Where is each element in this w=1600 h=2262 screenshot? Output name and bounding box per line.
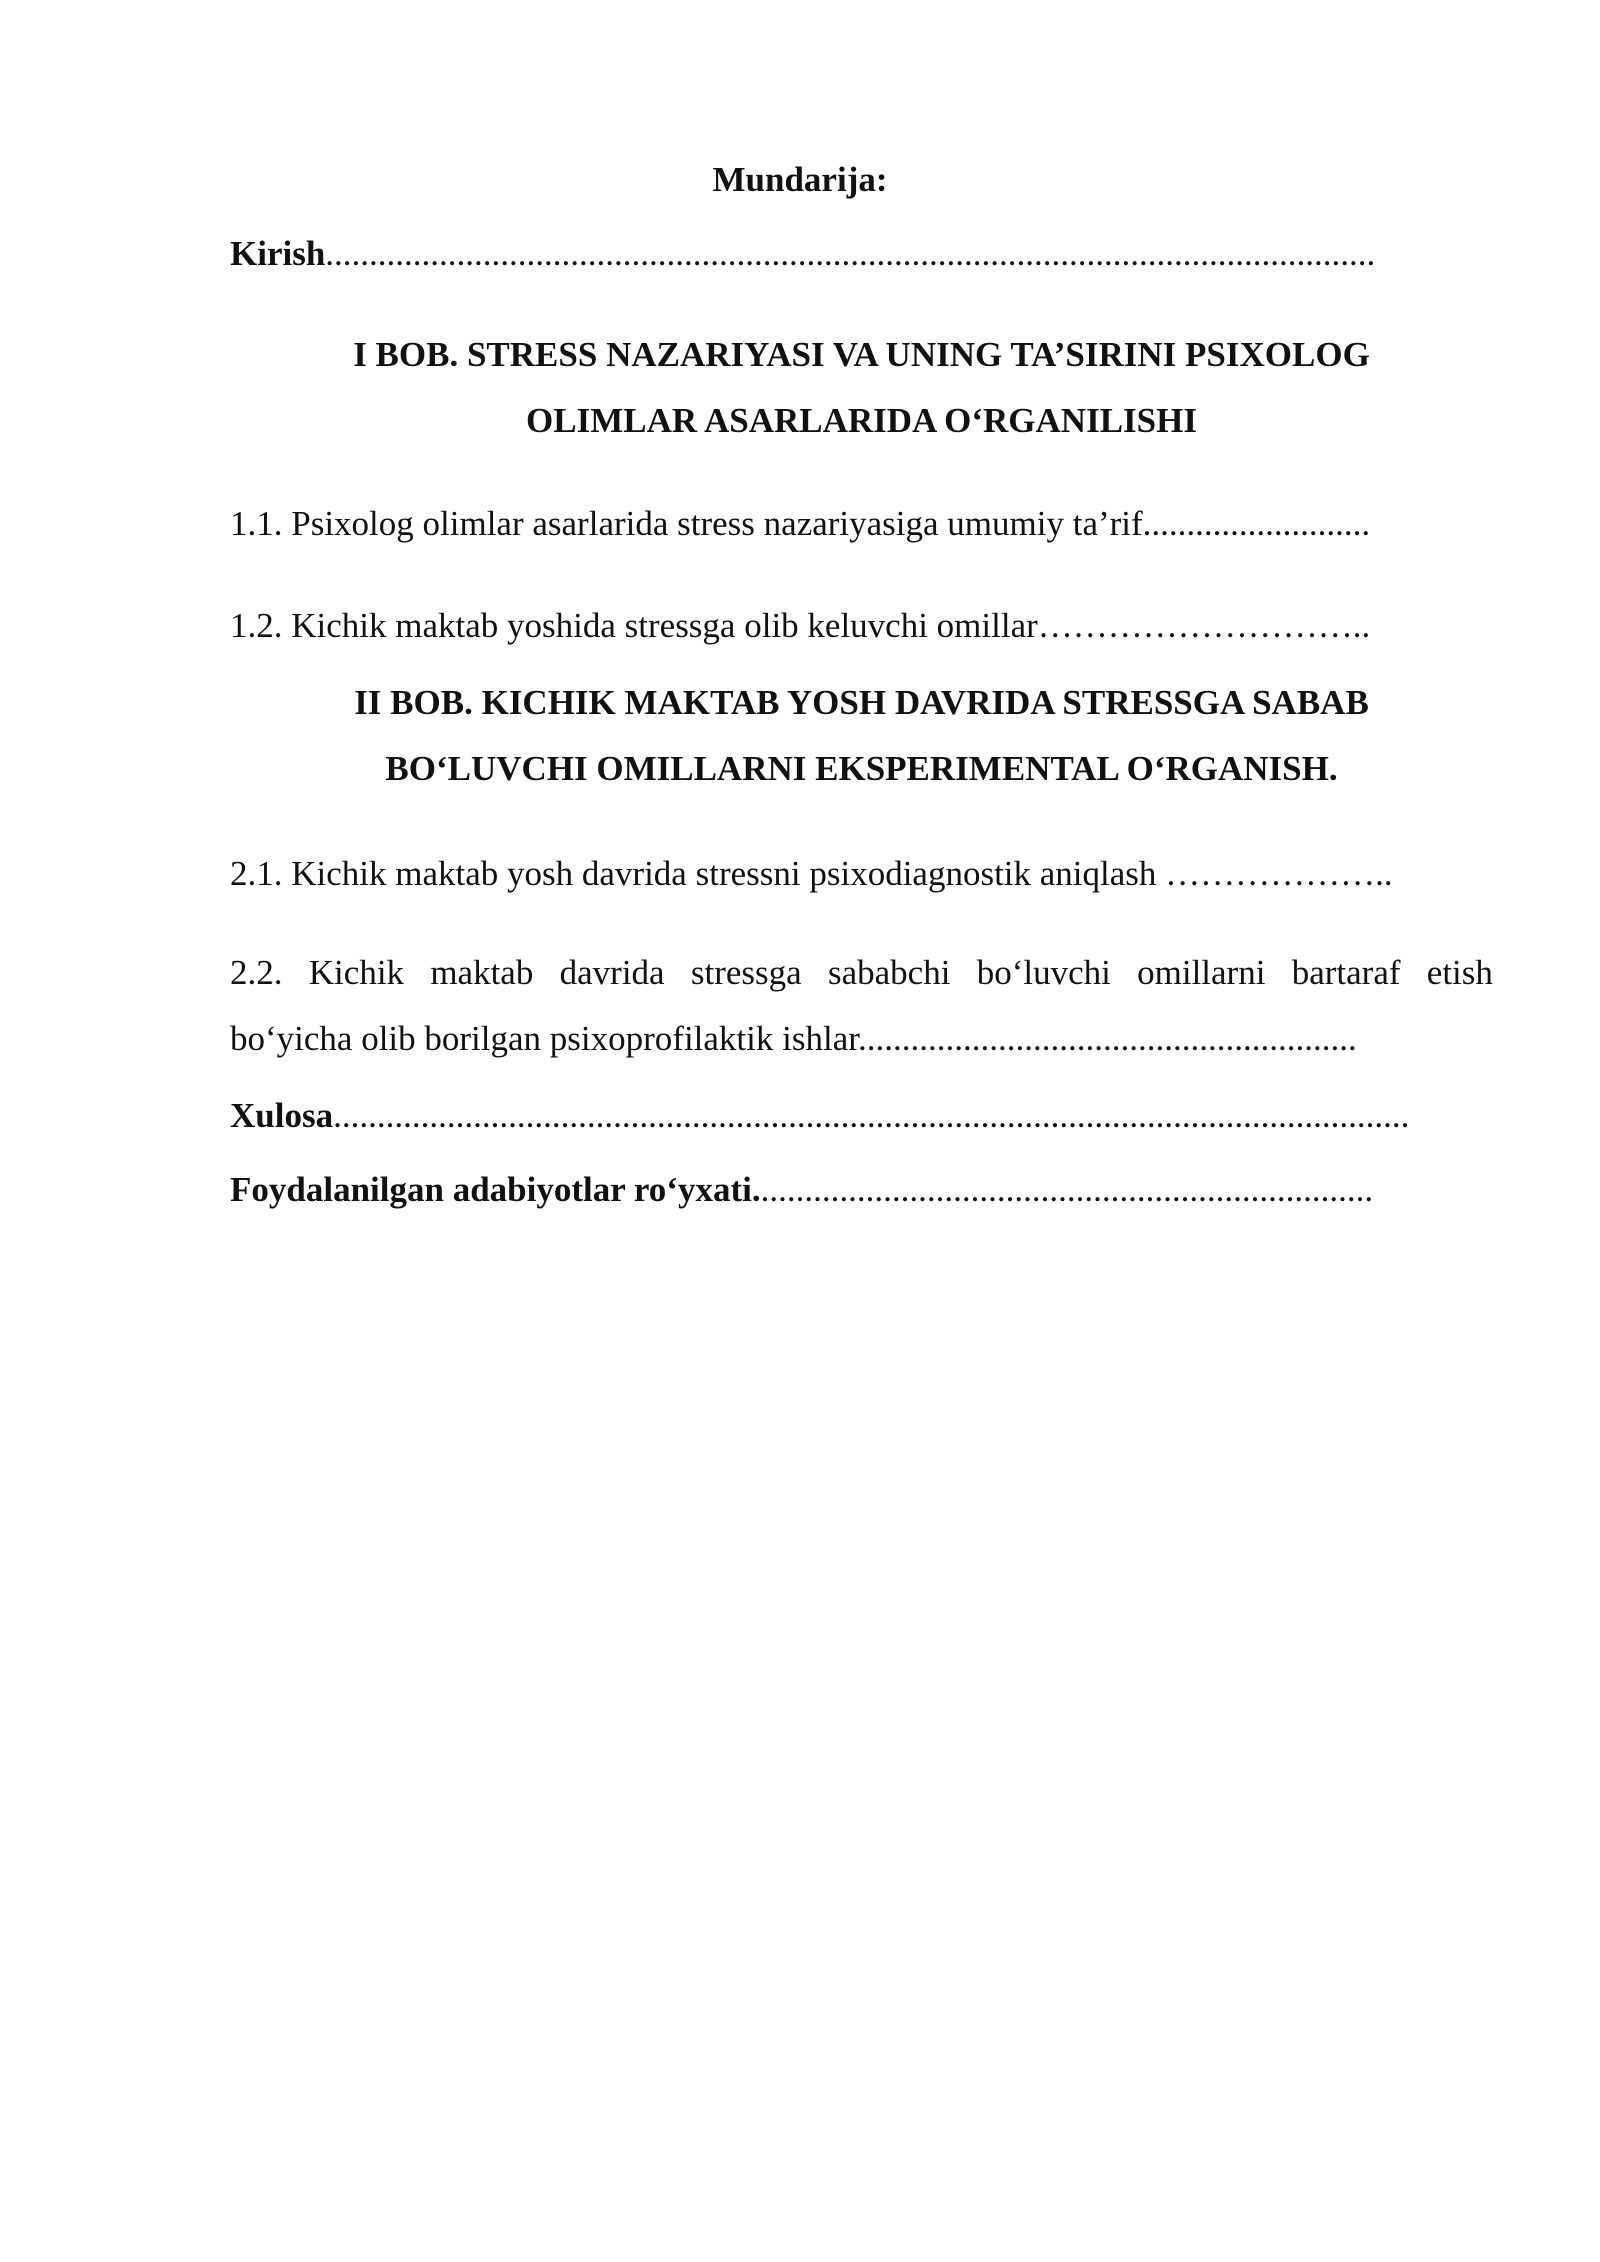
toc-word: sababchi xyxy=(827,953,951,992)
toc-entry-section-2-2-line-1 xyxy=(230,940,1493,1006)
toc-chapter-2-line-2: BO‘LUVCHI OMILLARNI EKSPERIMENTAL O‘RGANISH. xyxy=(385,749,1338,788)
toc-entry-conclusion-label: Xulosa xyxy=(230,1096,334,1135)
toc-entry-section-2-2 xyxy=(230,940,1493,1072)
toc-entry-section-2-2-line-2: bo‘yicha olib borilgan psixoprofilaktik ishlar......................................................... xyxy=(230,1019,1357,1058)
toc-entry-intro-leader: ........................................................................................................................ xyxy=(325,234,1376,273)
toc-word: stressga xyxy=(690,953,802,992)
toc-entry-references-leader: ...................................................................... xyxy=(760,1170,1374,1209)
toc-chapter-2-line-1: II BOB. KICHIK MAKTAB YOSH DAVRIDA STRESSGA SABAB xyxy=(354,683,1369,722)
toc-word: bo‘luvchi xyxy=(976,953,1111,992)
toc-word: 2.2. xyxy=(230,953,283,992)
toc-entry-conclusion-leader: ........................................................................................................................... xyxy=(333,1096,1410,1135)
toc-entry-section-1-1: 1.1. Psixolog olimlar asarlarida stress nazariyasiga umumiy ta’rif.......................... xyxy=(230,504,1371,543)
toc-word: maktab xyxy=(430,953,534,992)
toc-chapter-2-heading xyxy=(230,670,1493,802)
toc-word: etish xyxy=(1426,953,1493,992)
toc-title: Mundarija: xyxy=(712,160,888,199)
toc-entry-intro-label: Kirish xyxy=(230,234,326,273)
toc-chapter-1-line-1: I BOB. STRESS NAZARIYASI VA UNING TA’SIRINI PSIXOLOG xyxy=(353,335,1370,374)
toc-chapter-1-line-2: OLIMLAR ASARLARIDA O‘RGANILISHI xyxy=(526,401,1197,440)
toc-chapter-1-heading xyxy=(230,322,1493,454)
toc-entry-intro xyxy=(230,232,1375,276)
toc-entry-conclusion xyxy=(230,1094,1409,1138)
toc-entry-references-label: Foydalanilgan adabiyotlar ro‘yxati. xyxy=(230,1170,761,1209)
toc-entry-section-1-2: 1.2. Kichik maktab yoshida stressga olib keluvchi omillar……………………….. xyxy=(230,606,1371,645)
toc-entry-references xyxy=(230,1168,1373,1212)
toc-word: bartaraf xyxy=(1291,953,1401,992)
toc-word: davrida xyxy=(559,953,665,992)
toc-word: Kichik xyxy=(308,953,405,992)
toc-entry-section-2-1: 2.1. Kichik maktab yosh davrida stressni psixodiagnostik aniqlash ……………….. xyxy=(230,854,1393,893)
toc-word: omillarni xyxy=(1137,953,1266,992)
